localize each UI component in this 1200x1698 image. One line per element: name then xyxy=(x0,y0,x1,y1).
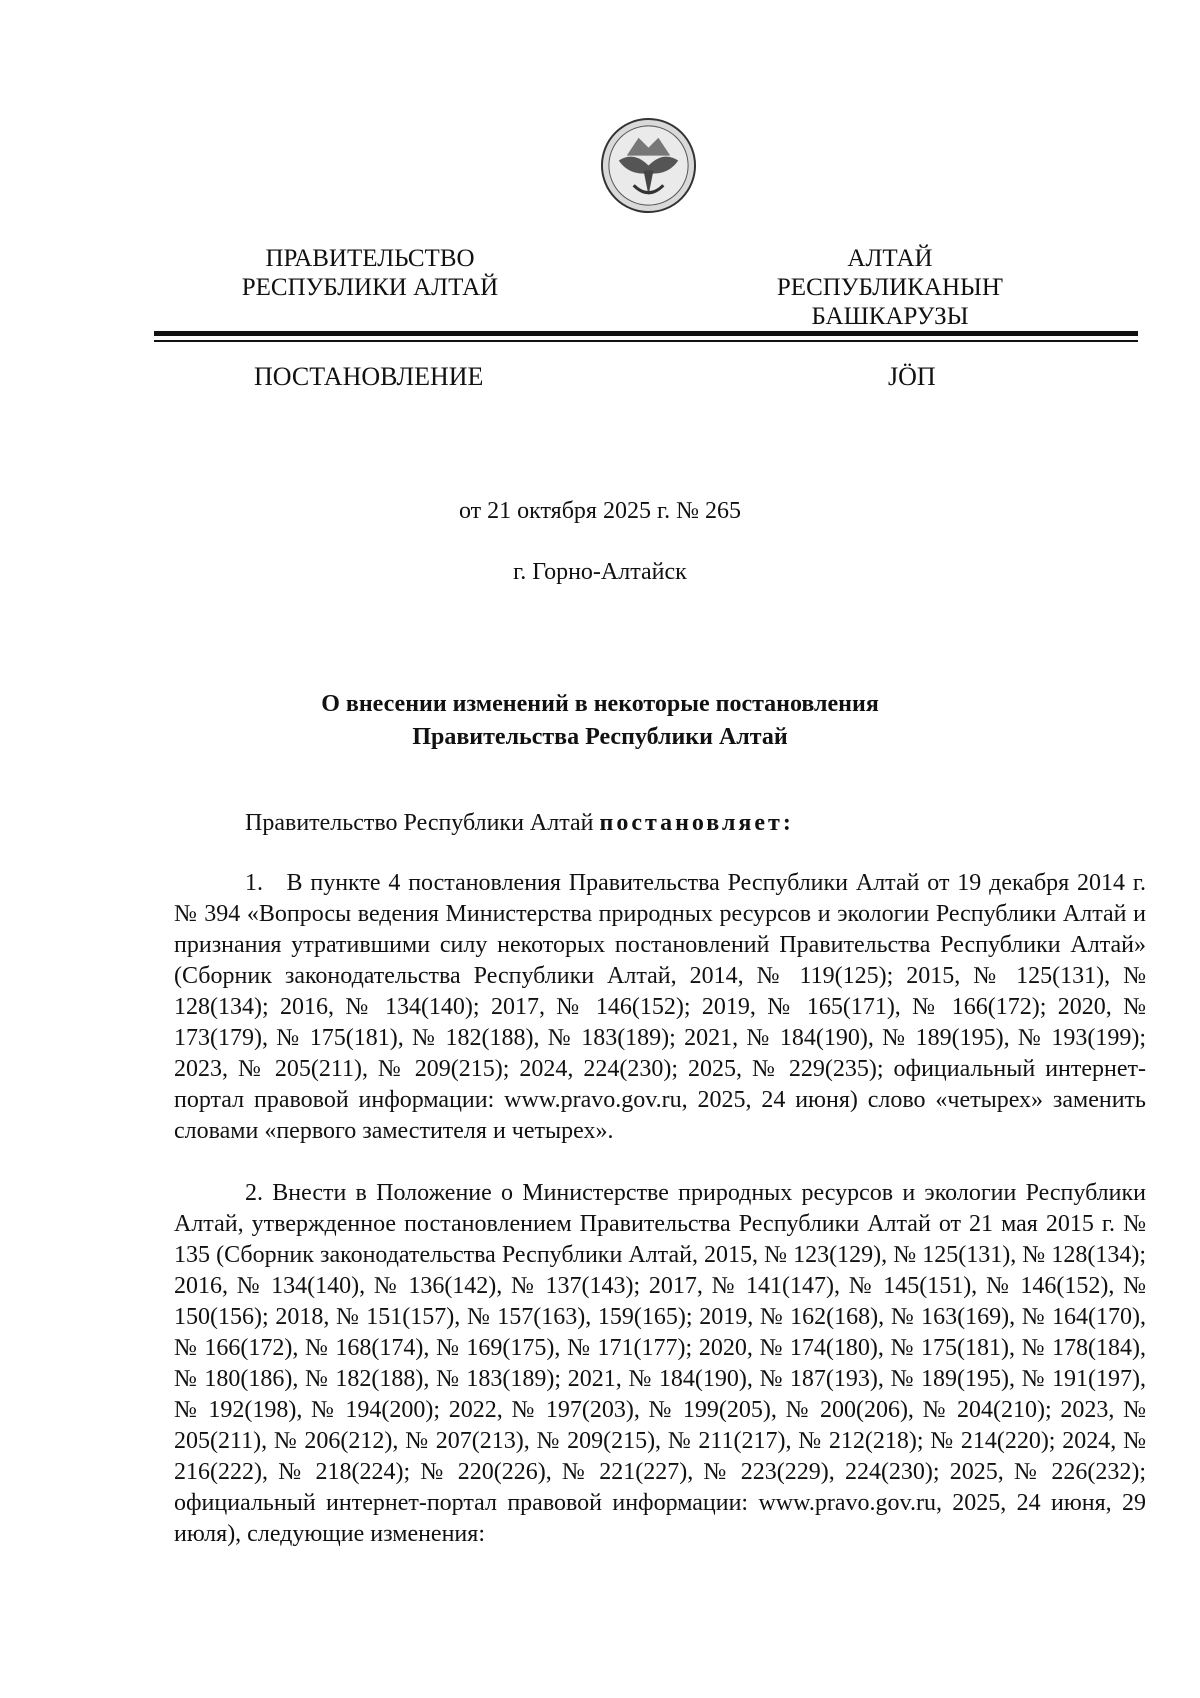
title-line1: О внесении изменений в некоторые постановления xyxy=(321,691,879,717)
paragraph-2 xyxy=(174,1178,1146,1550)
header-divider-thin xyxy=(154,340,1138,342)
paragraph-1 xyxy=(174,868,1146,1147)
document-title xyxy=(0,688,1200,754)
doc-type-russian: ПОСТАНОВЛЕНИЕ xyxy=(254,362,484,391)
document-date-number: от 21 октября 2025 г. № 265 xyxy=(458,498,741,524)
header-right-line1: АЛТАЙ РЕСПУБЛИКАНЫҤ xyxy=(776,245,1004,301)
intro-emphasis: постановляет: xyxy=(599,810,794,836)
coat-of-arms-emblem xyxy=(599,116,698,215)
header-right-block xyxy=(740,244,1040,331)
intro-text: Правительство Республики Алтай xyxy=(245,810,600,836)
header-left-block xyxy=(220,244,520,302)
header-left-line1: ПРАВИТЕЛЬСТВО xyxy=(265,245,475,272)
header-divider-thick xyxy=(154,331,1138,336)
paragraph-1-text: 1. В пункте 4 постановления Правительства Республики Алтай от 19 декабря 2014 г. № 394 «Вопросы ведения Министерства природных ресурсов и экологии Республики Алтай и признания утратившими силу некоторых постановлений Правительства Республики Алтай» (Сборник законодательства Республики Алтай, 2014, № 119(125); 2015, № 125(131), № 128(134); 2016, № 134(140); 2017, № 146(152); 2019, № 165(171), № 166(172); 2020, № 173(179), № 175(181), № 182(188), № 183(189); 2021, № 184(190), № 189(195), № 193(199); 2023, № 205(211), № 209(215); 2024, 224(230); 2025, № 229(235); официальный интернет-портал правовой информации: www.pravo.gov.ru, 2025, 24 июня) слово «четырех» заменить словами «первого заместителя и четырех». xyxy=(174,870,1146,1144)
doc-type-altai: JӦП xyxy=(888,362,936,391)
intro-statement xyxy=(245,810,794,837)
header-right-line2: БАШКАРУЗЫ xyxy=(811,303,969,330)
paragraph-2-text: 2. Внести в Положение о Министерстве природных ресурсов и экологии Республики Алтай, утвержденное постановлением Правительства Республики Алтай от 21 мая 2015 г. № 135 (Сборник законодательства Республики Алтай, 2015, № 123(129), № 125(131), № 128(134); 2016, № 134(140), № 136(142), № 137(143); 2017, № 141(147), № 145(151), № 146(152), № 150(156); 2018, № 151(157), № 157(163), 159(165); 2019, № 162(168), № 163(169), № 164(170), № 166(172), № 168(174), № 169(175), № 171(177); 2020, № 174(180), № 175(181), № 178(184), № 180(186), № 182(188), № 183(189); 2021, № 184(190), № 187(193), № 189(195), № 191(197), № 192(198), № 194(200); 2022, № 197(203), № 199(205), № 200(206), № 204(210); 2023, № 205(211), № 206(212), № 207(213), № 209(215), № 211(217), № 212(218); № 214(220); 2024, № 216(222), № 218(224); № 220(226), № 221(227), № 223(229), 224(230); 2025, № 226(232); официальный интернет-портал правовой информации: www.pravo.gov.ru, 2025, 24 июня, 29 июля), следующие изменения: xyxy=(174,1180,1146,1547)
header-left-line2: РЕСПУБЛИКИ АЛТАЙ xyxy=(241,274,499,301)
title-line2: Правительства Республики Алтай xyxy=(412,724,788,750)
document-city: г. Горно-Алтайск xyxy=(513,559,687,585)
